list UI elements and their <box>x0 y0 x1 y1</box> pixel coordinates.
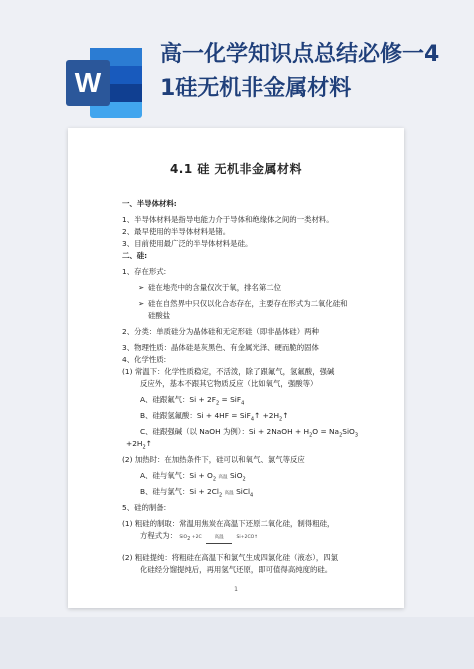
arrow-bullet-icon: ➢ <box>138 299 145 308</box>
document-title: 4.1 硅 无机非金属材料 <box>169 162 303 176</box>
list-item: 化硅经分馏提纯后，再用氢气还原，即可值得高纯度的硅。 <box>140 565 333 574</box>
list-item: (1) 粗硅的制取：常温用焦炭在高温下还原二氧化硅，制得粗硅， <box>122 519 335 528</box>
reaction-line: 方程式为： SiO$_2$ +2C 高温 Si+2CO↑ <box>140 530 258 545</box>
list-item: ➢ 硅在自然界中只仅以化合态存在，主要存在形式为二氧化硅和 <box>138 299 348 308</box>
list-item: 1、半导体材料是指导电能力介于导体和绝缘体之间的一类材料。 <box>122 215 334 224</box>
page-title: 高一化学知识点总结必修一4 1硅无机非金属材料 <box>160 42 440 101</box>
list-item: 3、物理性质：晶体硅是灰黑色、有金属光泽、硬而脆的固体 <box>122 343 319 352</box>
page-number: 1 <box>234 586 238 593</box>
document-page <box>68 128 404 608</box>
reaction-line: B、硅跟氢氟酸：Si + 4HF = SiF$_4$↑ $+2H_2↑$ <box>140 411 289 423</box>
list-item: (2) 加热时：在加热条件下，硅可以和氧气、氯气等反应 <box>122 455 305 464</box>
reaction-line: $+2H_2↑$ <box>126 439 152 451</box>
list-item: (2) 粗硅提纯：将粗硅在高温下和氯气生成四氯化硅（液态），四氯 <box>122 553 339 562</box>
reaction-line: A、硅与氧气：$Si + O_2$ 高温 SiO$_2$ <box>140 471 246 483</box>
list-item: ➢ 硅在地壳中的含量仅次于氧，排名第二位 <box>138 283 282 292</box>
list-item: 3、目前使用最广泛的半导体材料是硅。 <box>122 239 253 248</box>
section-heading: 二、硅: <box>122 251 148 260</box>
list-item: 2、分类：单质硅分为晶体硅和无定形硅（即非晶体硅）两种 <box>122 327 319 336</box>
list-item: 1、存在形式: <box>122 267 167 276</box>
reaction-line: A、硅跟氟气：$Si + 2F_2 = SiF_4$ <box>140 395 245 407</box>
word-icon <box>62 40 148 126</box>
svg-text:W: W <box>74 67 102 98</box>
list-item: 4、化学性质: <box>122 355 167 364</box>
footer-band <box>0 617 474 669</box>
list-item: 硅酸盐 <box>148 311 171 320</box>
reaction-line: C、硅跟强碱（以 NaOH 为例）：Si + 2NaOH + $H_2O = Na_2SiO_3$ <box>140 427 359 439</box>
list-item: 5、硅的制备: <box>122 503 167 512</box>
list-item: 反应外，基本不跟其它物质反应（比如氧气，强酸等） <box>140 379 318 388</box>
list-item: (1) 常温下：化学性质稳定，不活泼，除了跟氟气，氢氟酸，强碱 <box>122 367 335 376</box>
reaction-line: B、硅与氯气：$Si + 2Cl_2$ 高温 SiCl$_4$ <box>140 487 254 499</box>
list-item: 2、最早使用的半导体材料是锗。 <box>122 227 231 236</box>
arrow-bullet-icon: ➢ <box>138 283 145 292</box>
section-heading: 一、半导体材料: <box>122 199 177 208</box>
